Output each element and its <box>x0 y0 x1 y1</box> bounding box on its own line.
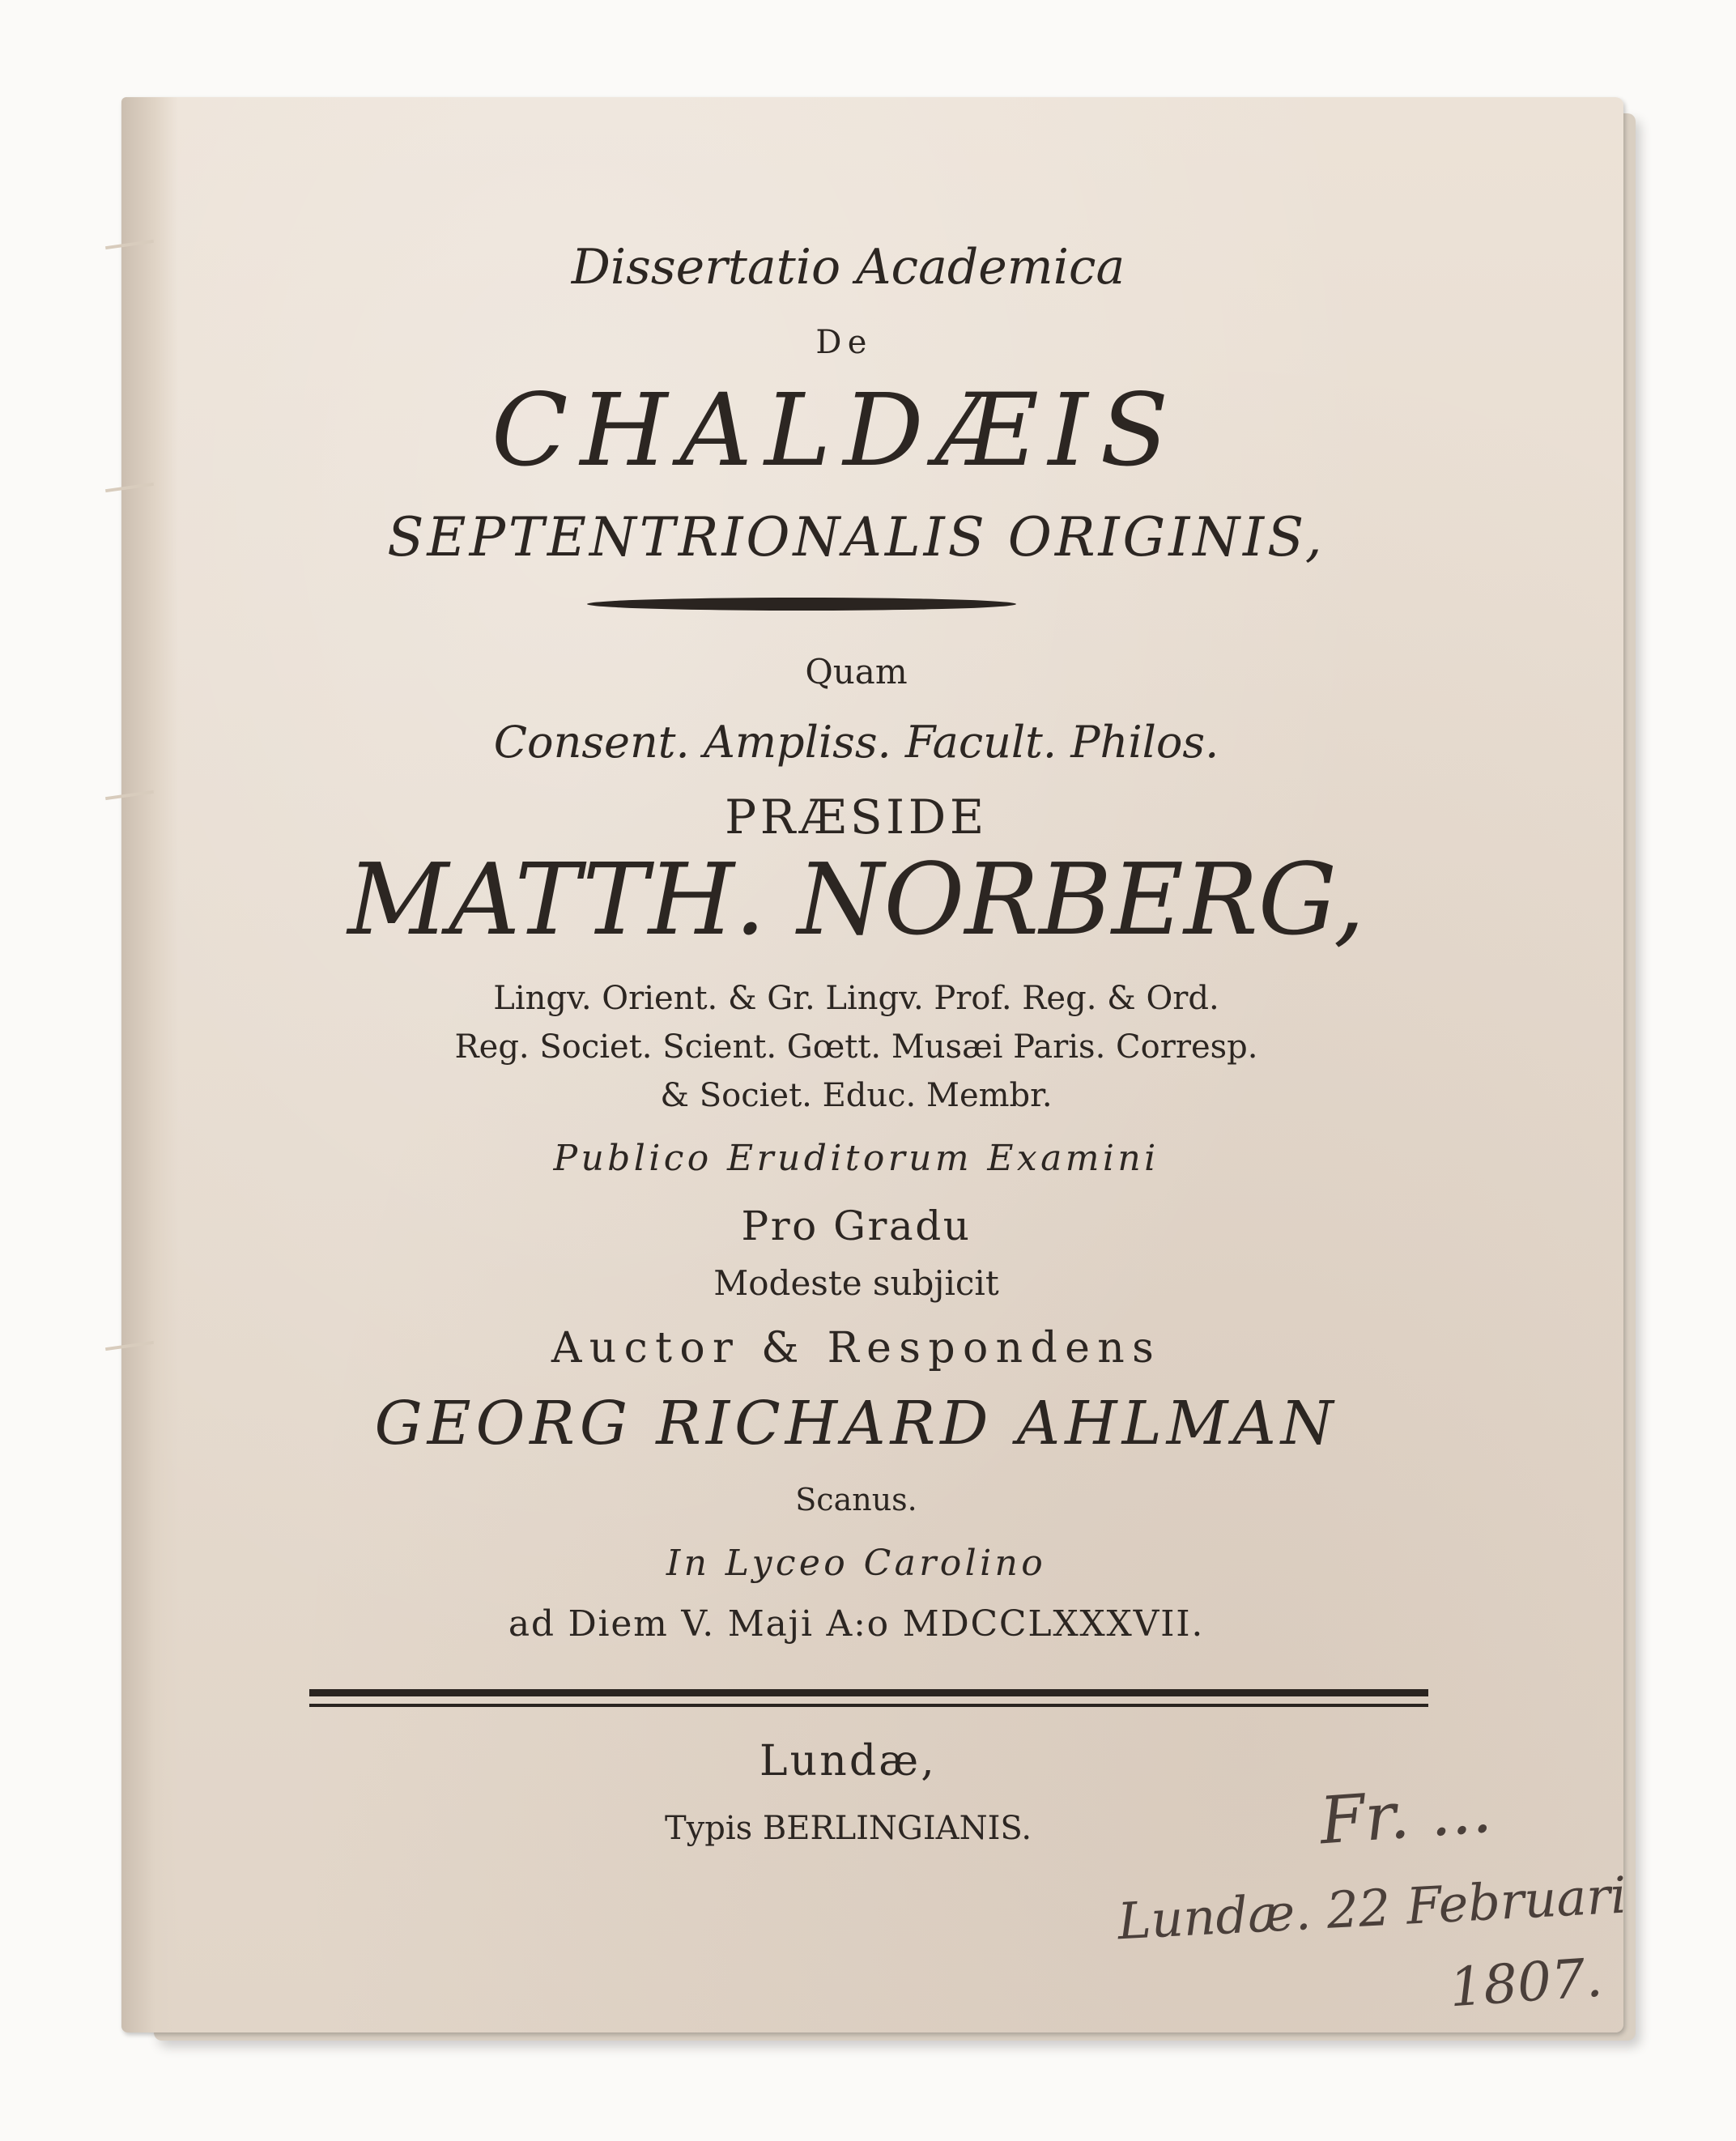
scanus-line: Scanus. <box>795 1482 917 1517</box>
consent-line: Consent. Ampliss. Facult. Philos. <box>493 717 1219 768</box>
quam-line: Quam <box>805 652 908 692</box>
respondens-name: GEORG RICHARD AHLMAN <box>374 1389 1338 1458</box>
title-rule <box>587 598 1016 611</box>
praeses-title-line: Reg. Societ. Scient. Gœtt. Musæi Paris. Corresp. <box>454 1028 1258 1066</box>
lyceo-line: In Lyceo Carolino <box>666 1543 1047 1584</box>
handwritten-year: 1807. <box>1447 1946 1605 2020</box>
modeste-line: Modeste subjicit <box>713 1263 999 1303</box>
dissertatio-line: Dissertatio Academica <box>571 239 1125 296</box>
imprint-rule-thin <box>309 1704 1428 1707</box>
imprint-printer: Typis BERLINGIANIS. <box>664 1810 1032 1847</box>
pro-gradu-line: Pro Gradu <box>741 1202 972 1249</box>
main-title-chaldaeis: CHALDÆIS <box>491 372 1181 489</box>
date-line: ad Diem V. Maji A:o MDCCLXXXVII. <box>508 1603 1205 1645</box>
imprint-place: Lundæ, <box>760 1737 937 1786</box>
subtitle-septentrionalis: SEPTENTRIONALIS ORIGINIS, <box>387 506 1325 568</box>
publico-line: Publico Eruditorum Examini <box>553 1138 1159 1179</box>
title-page <box>121 97 1628 2032</box>
praeses-title-line: Lingv. Orient. & Gr. Lingv. Prof. Reg. & Ord. <box>493 980 1219 1017</box>
praeside-line: PRÆSIDE <box>725 790 988 845</box>
handwritten-place-date: Lundæ. 22 Februari <box>1116 1865 1628 1952</box>
praeses-name: MATTH. NORBERG, <box>347 842 1365 957</box>
auctor-line: Auctor & Respondens <box>551 1324 1162 1373</box>
de-line: De <box>815 324 873 361</box>
praeses-title-line: & Societ. Educ. Membr. <box>660 1077 1053 1114</box>
handwritten-signature: Fr. ... <box>1317 1771 1495 1859</box>
imprint-rule-thick <box>309 1689 1428 1696</box>
